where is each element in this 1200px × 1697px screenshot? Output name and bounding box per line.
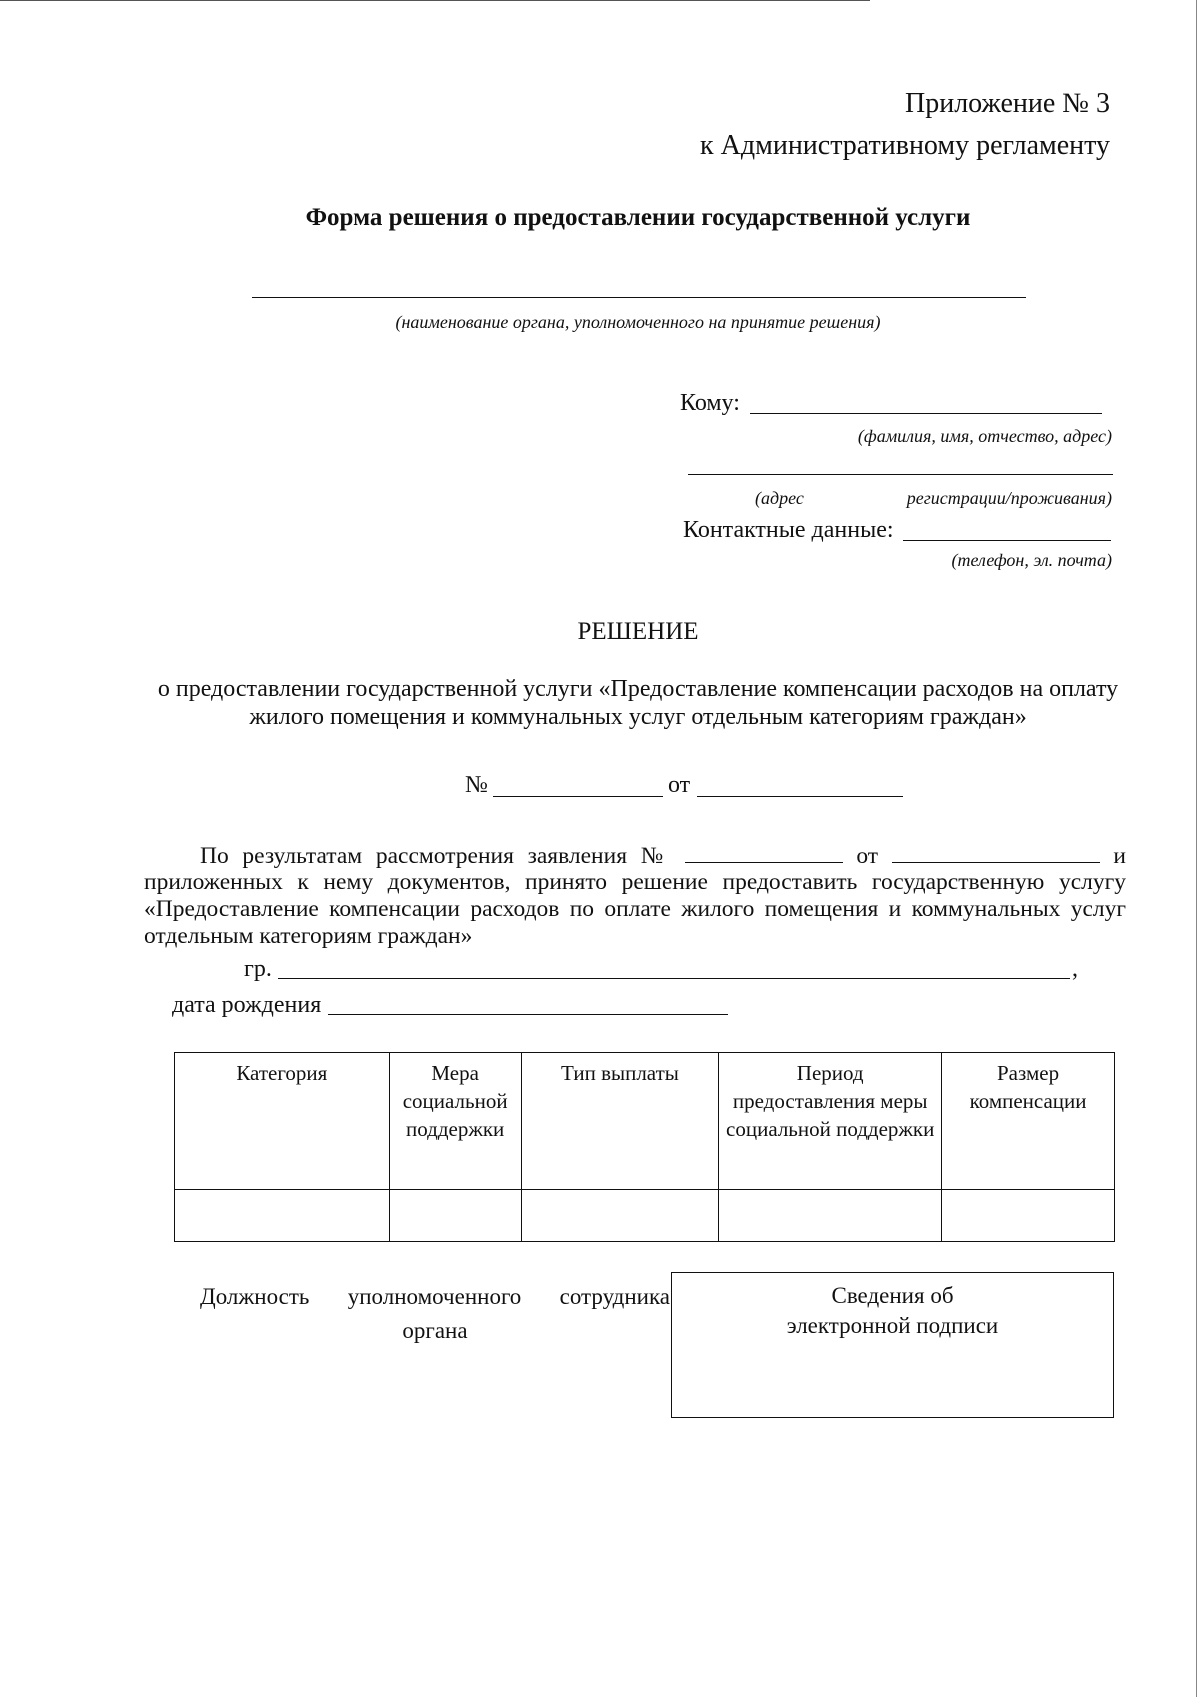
cell-category bbox=[175, 1190, 390, 1242]
position-line-2: органа bbox=[402, 1318, 468, 1343]
organ-name-line bbox=[252, 297, 1026, 298]
position-word-2: уполномоченного bbox=[347, 1284, 522, 1309]
header-category: Категория bbox=[175, 1053, 390, 1190]
body-line-2: приложенных к нему документов, принято решение предоставить государственную услугу bbox=[144, 869, 1126, 895]
address-caption-right: регистрации/проживания) bbox=[906, 488, 1112, 508]
official-position bbox=[200, 1280, 670, 1348]
header-period: Период предоставления меры социальной поддержки bbox=[719, 1053, 942, 1190]
scan-edge-right bbox=[1196, 0, 1197, 1697]
cell-payment-type bbox=[521, 1190, 719, 1242]
organ-caption: (наименование органа, уполномоченного на принятие решения) bbox=[395, 312, 881, 332]
body-p1-from: от bbox=[856, 843, 879, 869]
address-line bbox=[688, 474, 1113, 475]
to-label: Кому: bbox=[680, 390, 740, 416]
body-line-3: «Предоставление компенсации расходов по оплате жилого помещения и коммунальных услуг bbox=[144, 896, 1126, 922]
header-support-measure: Мера социальной поддержки bbox=[389, 1053, 521, 1190]
to-line bbox=[750, 413, 1102, 414]
cell-support-measure bbox=[389, 1190, 521, 1242]
cell-compensation-amount bbox=[942, 1190, 1115, 1242]
header-payment-type: Тип выплаты bbox=[521, 1053, 719, 1190]
name-caption: (фамилия, имя, отчество, адрес) bbox=[857, 426, 1112, 446]
address-caption-left: (адрес bbox=[755, 488, 804, 508]
decision-date-line bbox=[697, 796, 903, 797]
cell-period bbox=[719, 1190, 942, 1242]
table-row bbox=[175, 1190, 1115, 1242]
body-line-1 bbox=[144, 842, 1126, 869]
decision-number-label: № bbox=[465, 772, 488, 798]
decision-heading: РЕШЕНИЕ bbox=[577, 618, 699, 645]
header-compensation-amount: Размер компенсации bbox=[942, 1053, 1115, 1190]
body-p1-start: По результатам рассмотрения заявления № bbox=[200, 843, 671, 869]
position-word-1: Должность bbox=[200, 1284, 310, 1309]
body-paragraph bbox=[144, 842, 1126, 950]
application-date-line bbox=[892, 842, 1100, 863]
birth-date-label: дата рождения bbox=[172, 992, 322, 1018]
annex-number: Приложение № 3 bbox=[905, 88, 1110, 119]
esign-line-2: электронной подписи bbox=[786, 1313, 999, 1338]
body-line-4: отдельным категориям граждан» bbox=[144, 923, 473, 949]
decision-number-line bbox=[493, 796, 663, 797]
esign-line-1: Сведения об bbox=[831, 1283, 954, 1308]
electronic-signature-box bbox=[671, 1272, 1114, 1418]
birth-date-line bbox=[328, 1014, 728, 1015]
form-title: Форма решения о предоставлении государственной услуги bbox=[305, 204, 971, 231]
position-word-3: сотрудника bbox=[559, 1284, 670, 1309]
citizen-line bbox=[278, 978, 1070, 979]
decision-date-label: от bbox=[668, 772, 691, 798]
contacts-label: Контактные данные: bbox=[683, 517, 894, 543]
contacts-line bbox=[903, 540, 1111, 541]
compensation-table bbox=[174, 1052, 1115, 1242]
annex-regulation: к Административному регламенту bbox=[700, 130, 1110, 161]
citizen-comma: , bbox=[1072, 956, 1078, 982]
decision-subtitle-line1: о предоставлении государственной услуги «Предоставление компенсации расходов на оплату bbox=[157, 676, 1119, 702]
scan-edge-top bbox=[0, 0, 870, 1]
citizen-label: гр. bbox=[244, 956, 272, 982]
contacts-caption: (телефон, эл. почта) bbox=[951, 550, 1112, 570]
table-header-row bbox=[175, 1053, 1115, 1190]
body-p1-and: и bbox=[1113, 843, 1126, 869]
decision-subtitle-line2: жилого помещения и коммунальных услуг отдельным категориям граждан» bbox=[249, 704, 1027, 730]
application-number-line bbox=[685, 842, 843, 863]
